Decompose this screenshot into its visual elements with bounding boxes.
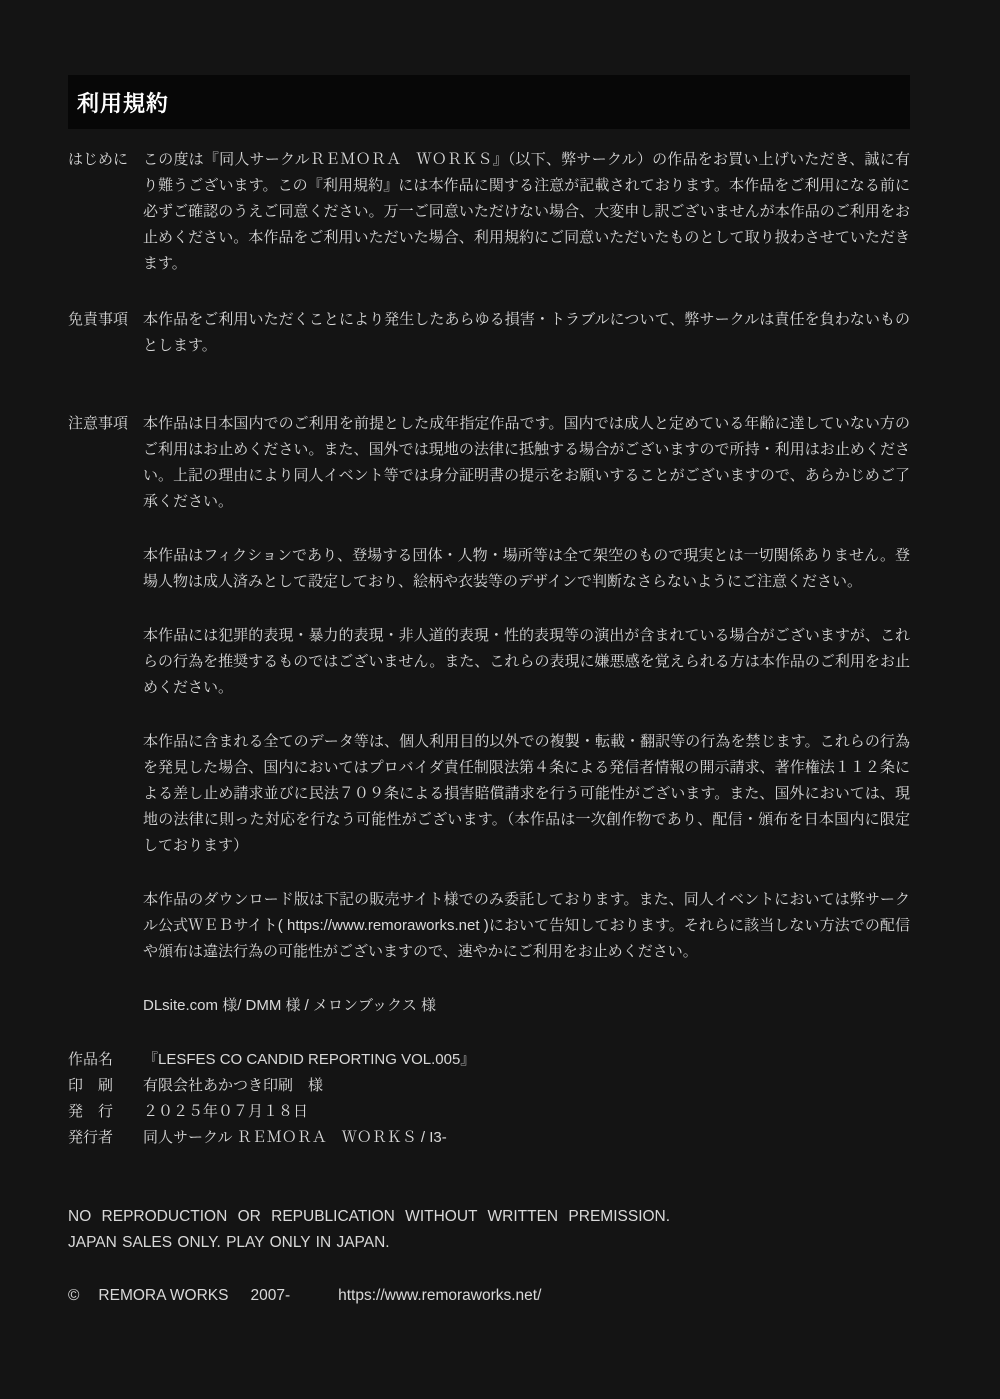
paragraph: 本作品はフィクションであり、登場する団体・人物・場所等は全て架空のもので現実とは一切関係ありません。登場人物は成人済みとして設定しており、絵柄や衣装等のデザインで判断なさらないようにご注意ください。 [143,547,910,590]
website-url: https://www.remoraworks.net/ [338,1287,542,1304]
distribution-sites-line: DLsite.com 様/ DMM 様 / メロンブックス 様 [143,997,436,1014]
paragraph: 本作品のダウンロード版は下記の販売サイト様でのみ委託しております。また、同人イベントにおいては弊サークル公式ＷＥＢサイト( https://www.remoraworks.net )において告知しております。それらに該当しない方法での配信や頒布は違法行為の可能性がございますので、速やかにご利用をお止めください。 [143,891,910,960]
section-label: 注意事項 [68,415,129,432]
paragraph: 本作品をご利用いただくことにより発生したあらゆる損害・トラブルについて、弊サークルは責任を負わないものとします。 [143,311,910,354]
section-body [143,307,910,359]
copyright-symbol: © [68,1287,80,1304]
notice-japan-only: JAPAN SALES ONLY. PLAY ONLY IN JAPAN. [68,1234,390,1251]
colophon-label-publication-date: 発 行 [68,1103,114,1120]
copyright-years: 2007- [250,1287,291,1304]
colophon-value-printer: 有限会社あかつき印刷 様 [143,1077,324,1094]
title-banner [68,75,910,129]
paragraph: この度は『同人サークルＲＥＭＯＲＡ ＷＯＲＫＳ』（以下、弊サークル）の作品をお買い上げいただき、誠に有り難うございます。この『利用規約』には本作品に関する注意が記載されております。本作品をご利用になる前に必ずご確認のうえご同意ください。万一ご同意いただけない場合、大変申し訳ございませんが本作品のご利用をお止めください。本作品をご利用いただいた場合、利用規約にご同意いただいたものとして取り扱わさせていただきます。 [143,151,910,272]
page-title: 利用規約 [77,90,170,117]
colophon-label-printer: 印 刷 [68,1077,114,1094]
notice-no-reproduction: NO REPRODUCTION OR REPUBLICATION WITHOUT WRITTEN PREMISSION. [68,1208,671,1225]
terms-content [68,75,910,1309]
colophon-value-work-title: 『LESFES CO CANDID REPORTING VOL.005』 [143,1051,476,1068]
paragraph: 本作品には犯罪的表現・暴力的表現・非人道的表現・性的表現等の演出が含まれている場合がございますが、これらの行為を推奨するものではございません。また、これらの表現に嫌悪感を覚えられる方は本作品のご利用をお止めください。 [143,627,910,696]
section-disclaimer [68,307,910,359]
colophon [68,1047,910,1151]
paragraph: 本作品は日本国内でのご利用を前提とした成年指定作品です。国内では成人と定めている年齢に達していない方のご利用はお止めください。また、国外では現地の法律に抵触する場合がございますので所持・利用はお止めください。上記の理由により同人イベント等では身分証明書の提示をお願いすることがございますので、あらかじめご了承ください。 [143,415,910,510]
section-body [143,411,910,1019]
section-body [143,147,910,277]
paragraph: 本作品に含まれる全てのデータ等は、個人利用目的以外での複製・転載・翻訳等の行為を禁じます。これらの行為を発見した場合、国内においてはプロバイダ責任制限法第４条による発信者情報の開示請求、著作権法１１２条による差し止め請求並びに民法７０９条による損害賠償請求を行う可能性がございます。また、国外においては、現地の法律に則った対応を行なう可能性がございます。（本作品は一次創作物であり、配信・頒布を日本国内に限定しております） [143,733,910,854]
section-label: はじめに [68,151,129,168]
copyright-line [68,1283,910,1309]
colophon-label-publisher: 発行者 [68,1129,114,1146]
section-introduction [68,147,910,277]
section-cautions [68,411,910,1019]
colophon-value-publisher: 同人サークル ＲＥＭＯＲＡ ＷＯＲＫＳ / I3- [143,1129,447,1146]
section-label: 免責事項 [68,311,129,328]
footer-notice [68,1204,910,1256]
copyright-owner: REMORA WORKS [98,1287,229,1304]
colophon-value-publication-date: ２０２５年０７月１８日 [143,1103,309,1120]
colophon-label-work-title: 作品名 [68,1051,114,1068]
